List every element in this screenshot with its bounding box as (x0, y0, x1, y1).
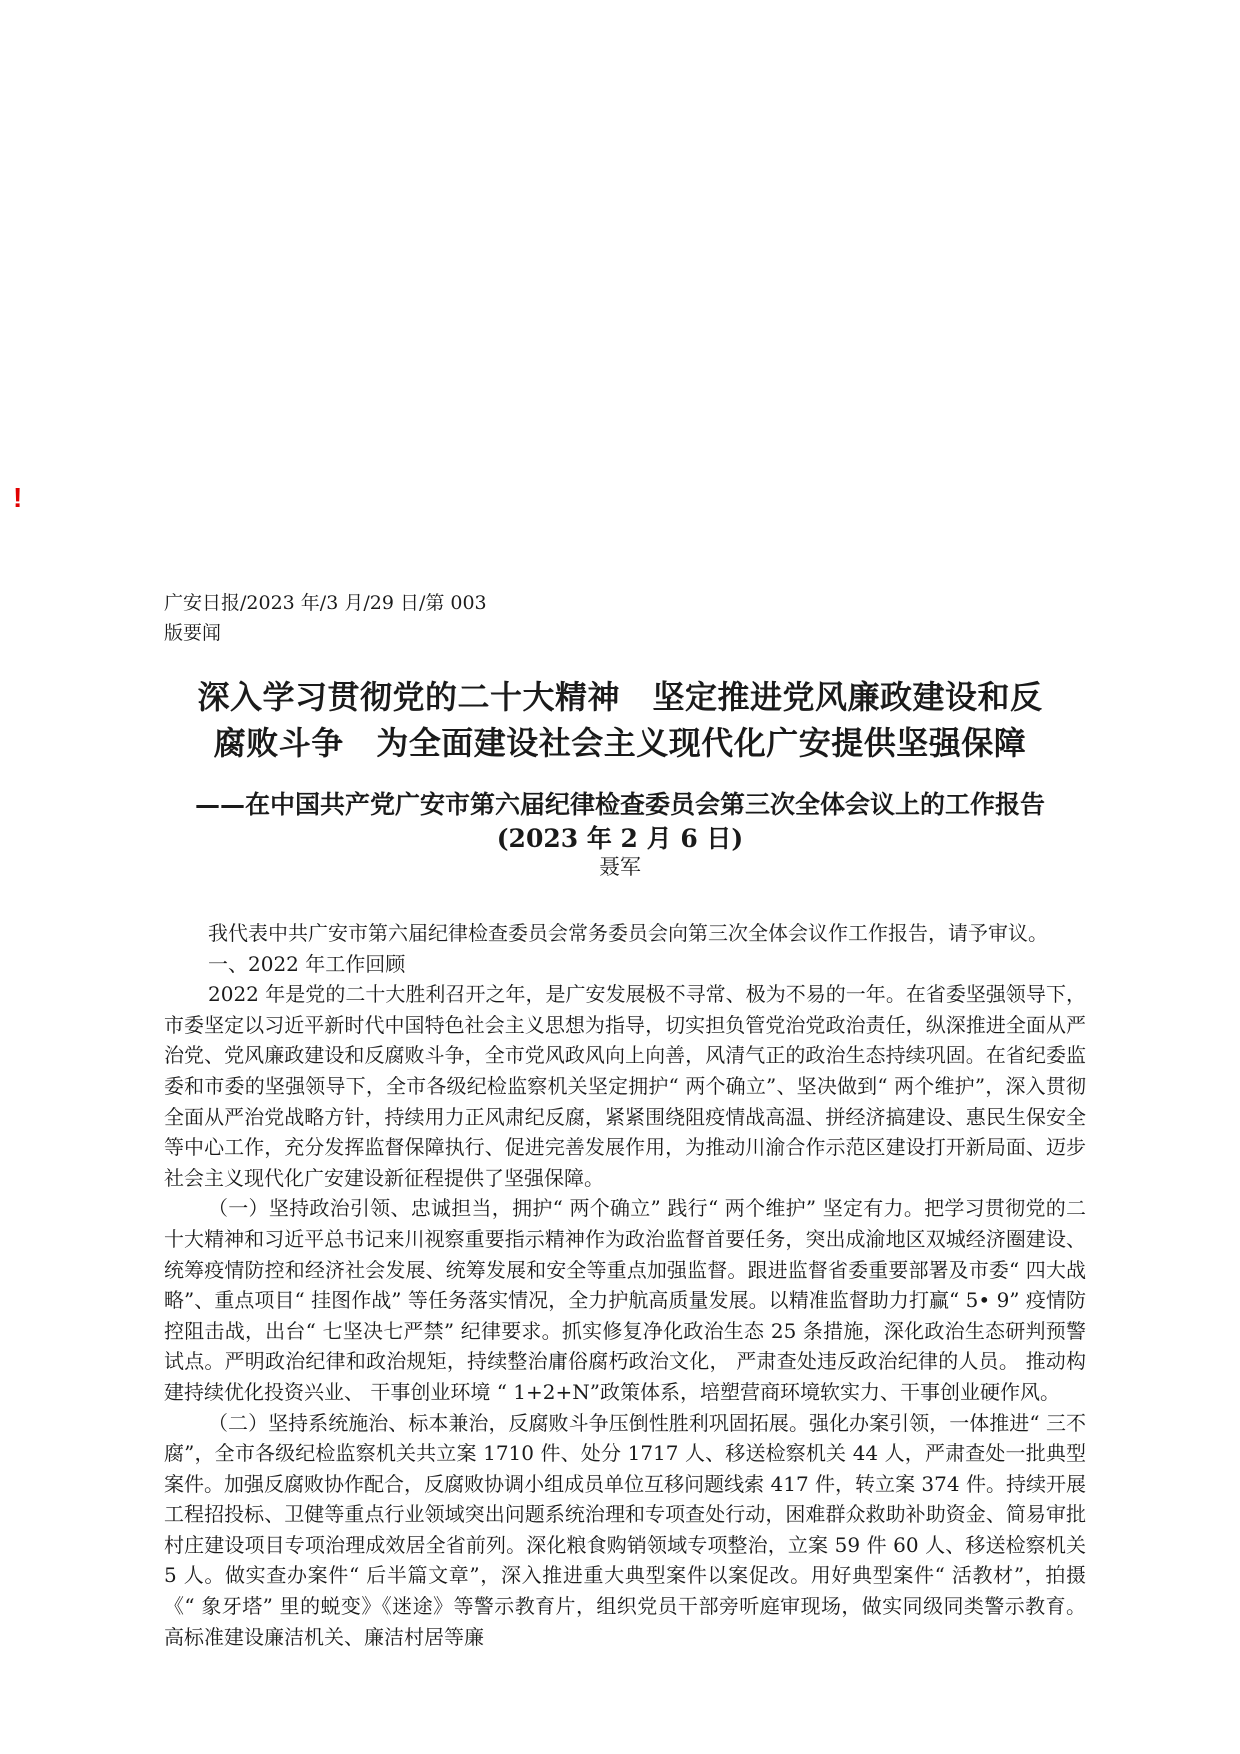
body-paragraph: 2022 年是党的二十大胜利召开之年，是广安发展极不寻常、极为不易的一年。在省委坚强领导下，市委坚定以习近平新时代中国特色社会主义思想为指导，切实担负管党治党政治责任，纵深推进全面从严治党、党风廉政建设和反腐败斗争，全市党风政风向上向善，风清气正的政治生态持续巩固。在省纪委监委和市委的坚强领导下，全市各级纪检监察机关坚定拥护“ 两个确立”、坚决做到“ 两个维护”，深入贯彻全面从严治党战略方针，持续用力正风肃纪反腐，紧紧围绕阻疫情战高温、拼经济搞建设、惠民生保安全等中心工作，充分发挥监督保障执行、促进完善发展作用，为推动川渝合作示范区建设打开新局面、迈步社会主义现代化广安建设新征程提供了坚强保障。 (164, 982, 1086, 1190)
body-paragraph: （二）坚持系统施治、标本兼治，反腐败斗争压倒性胜利巩固拓展。强化办案引领，一体推进“ 三不腐”，全市各级纪检监察机关共立案 1710 件、处分 1717 人、移送检察机关 44 人，严肃查处一批典型案件。加强反腐败协作配合，反腐败协调小组成员单位互移问题线索 417 件，转立案 374 件。持续开展工程招投标、卫健等重点行业领域突出问题系统治理和专项查处行动，困难群众救助补助资金、简易审批村庄建设项目专项治理成效居全省前列。深化粮食购销领域专项整治，立案 59 件 60 人、移送检察机关 5 人。做实查办案件“ 后半篇文章”，深入推进重大典型案件以案促改。用好典型案件“ 活教材”，拍摄《“ 象牙塔” 里的蜕变》《迷途》等警示教育片，组织党员干部旁听庭审现场，做实同级同类警示教育。高标准建设廉洁机关、廉洁村居等廉 (164, 1410, 1086, 1649)
article-title-line-1: 深入学习贯彻党的二十大精神 坚定推进党风廉政建设和反 (197, 678, 1043, 716)
article-title (150, 674, 1090, 766)
article-body (164, 918, 1086, 1652)
article-subtitle-line-1: ——在中国共产党广安市第六届纪律检查委员会第三次全体会议上的工作报告 (194, 790, 1045, 819)
section-heading: 一、2022 年工作回顾 (208, 951, 406, 976)
red-exclamation-mark: ! (13, 482, 23, 513)
author-name: 聂军 (599, 855, 641, 879)
body-paragraph: （一）坚持政治引领、忠诚担当，拥护“ 两个确立” 践行“ 两个维护” 坚定有力。把学习贯彻党的二十大精神和习近平总书记来川视察重要指示精神作为政治监督首要任务，突出成渝地区双城经济圈建设、统筹疫情防控和经济社会发展、统筹发展和安全等重点加强监督。跟进监督省委重要部署及市委“ 四大战略”、重点项目“ 挂图作战” 等任务落实情况，全力护航高质量发展。以精准监督助力打赢“ 5• 9” 疫情防控阻击战，出台“ 七坚决七严禁” 纪律要求。抓实修复净化政治生态 25 条措施，深化政治生态研判预警试点。严明政治纪律和政治规矩，持续整治庸俗腐朽政治文化， 严肃查处违反政治纪律的人员。 推动构建持续优化投资兴业、 干事创业环境 “ 1+2+N”政策体系，培塑营商环境软实力、干事创业硬作风。 (164, 1196, 1086, 1404)
article-subtitle (150, 788, 1090, 856)
source-line-1: 广安日报/2023 年/3 月/29 日/第 003 (164, 592, 487, 614)
article-title-line-2: 腐败斗争 为全面建设社会主义现代化广安提供坚强保障 (213, 724, 1027, 762)
body-paragraph: 我代表中共广安市第六届纪律检查委员会常务委员会向第三次全体会议作工作报告，请予审议。 (208, 921, 1048, 945)
source-line-2: 版要闻 (164, 622, 222, 644)
source-line (164, 588, 564, 648)
article-subtitle-line-2: (2023 年 2 月 6 日) (496, 824, 744, 853)
